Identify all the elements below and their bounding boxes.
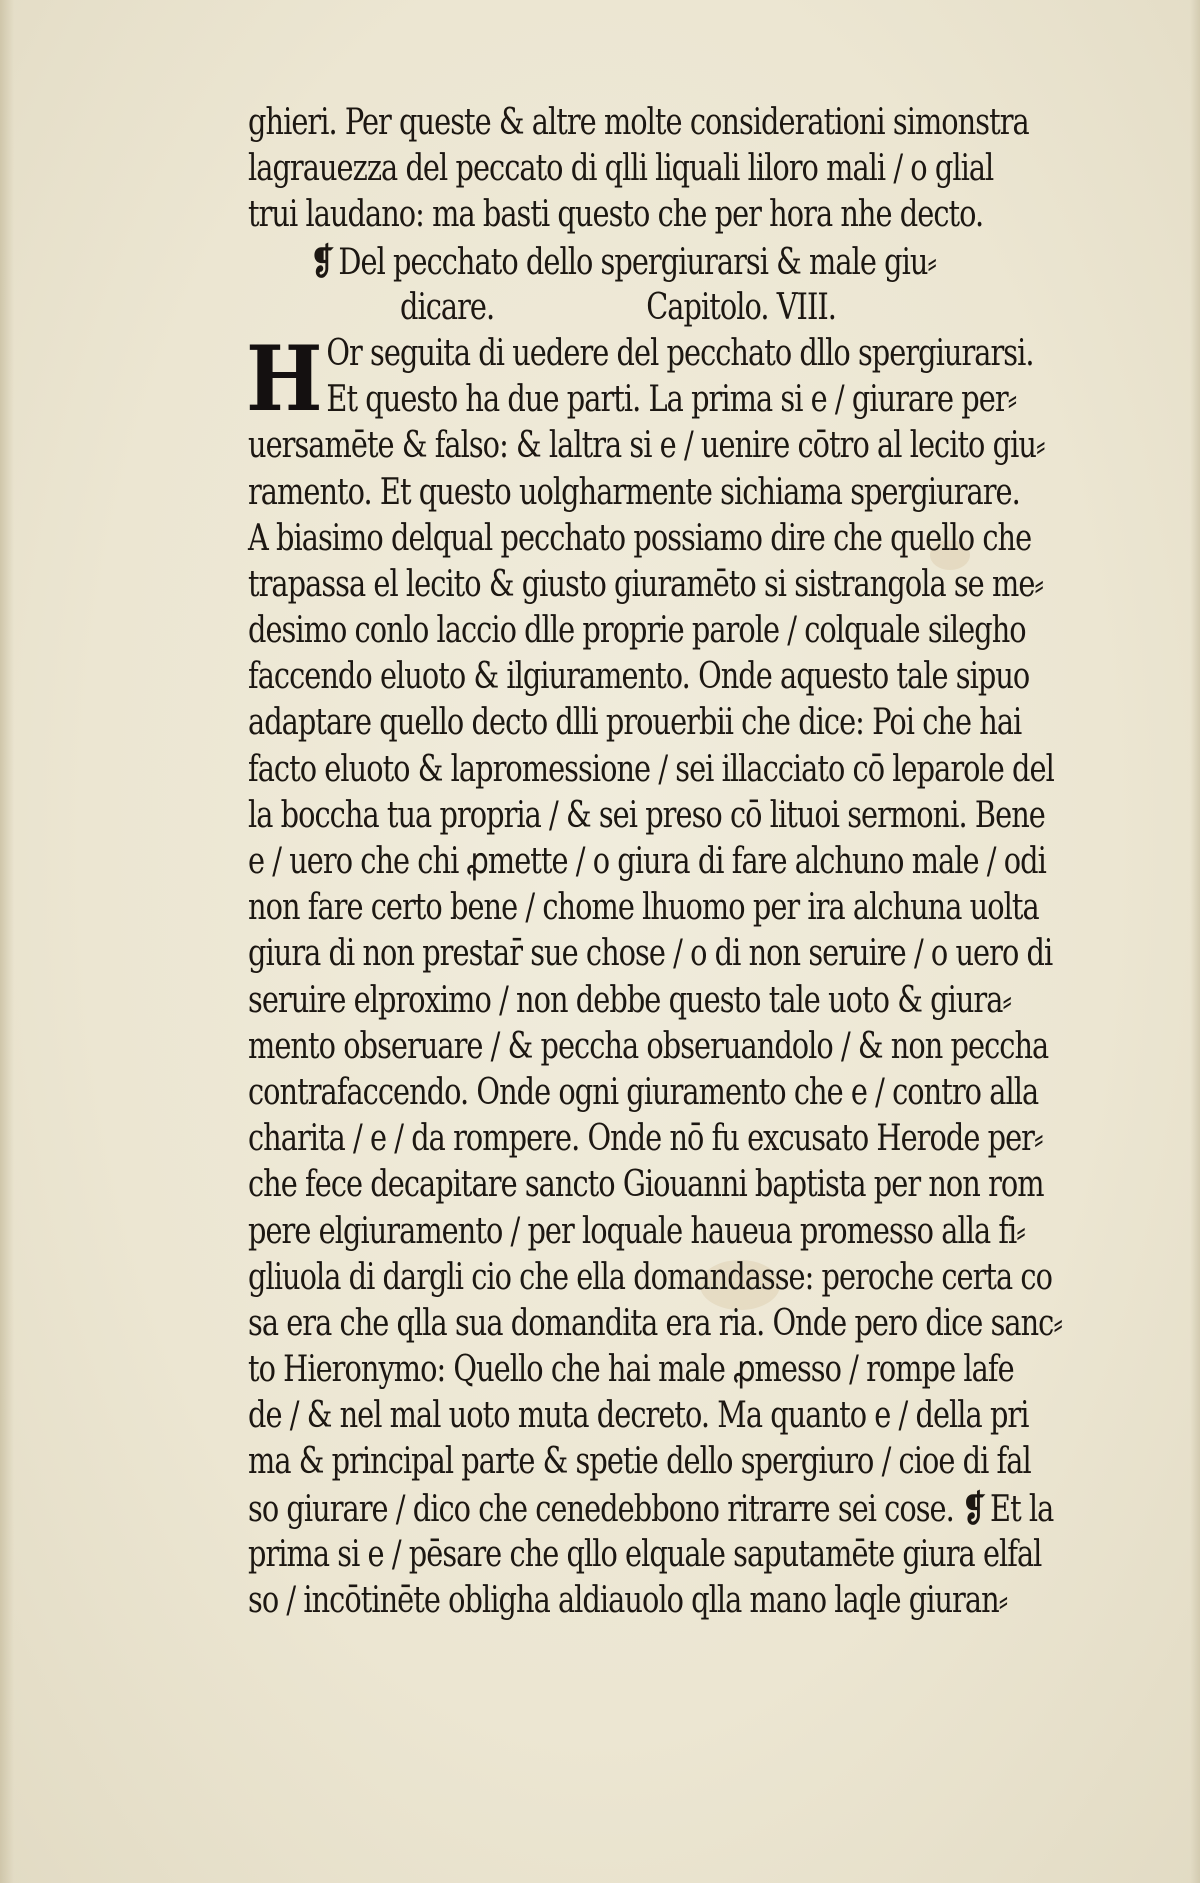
text-line-end: Et la bbox=[990, 1488, 1054, 1530]
page-left-edge bbox=[0, 0, 14, 1883]
drop-initial-letter: H bbox=[246, 325, 323, 432]
text-line: to Hieronymo: Quello che hai male ꝓmesso / rompe lafe bbox=[248, 1349, 1014, 1391]
text-line: non fare certo bene / chome lhuomo per ira alchuna uolta bbox=[248, 887, 1039, 929]
text-line: sa era che qlla sua domandita era ria. Onde pero dice sanc⸗ bbox=[248, 1302, 1062, 1344]
text-line: gliuola di dargli cio che ella domandasse: perochе certa co bbox=[248, 1256, 1052, 1298]
text-line: Or seguita di uedere del pecchato dllo spergiurarsi. bbox=[326, 332, 1034, 374]
text-line: trui laudano: ma basti questo che per hora nhe decto. bbox=[248, 194, 984, 236]
text-line: e / uero che chi ꝓmette / o giura di fare alchuno male / odi bbox=[248, 841, 1046, 882]
chapter-number: Capitolo. VIII. bbox=[646, 286, 837, 328]
text-line: A biasimo delqual pecchato possiamo dire che quello che bbox=[248, 517, 1032, 559]
text-line: ma & principal parte & spetie dello spergiuro / cioe di fal bbox=[248, 1441, 1031, 1483]
page-right-edge bbox=[1190, 0, 1200, 1883]
chapter-heading-text-end: dicare. bbox=[400, 286, 495, 328]
text-block bbox=[248, 100, 1118, 1624]
text-line: ramento. Et questo uolgharmente sichiama spergiurare. bbox=[248, 471, 1020, 513]
text-line: Et questo ha due parti. La prima si e / giurare per⸗ bbox=[326, 379, 1017, 421]
text-line: de / & nel mal uoto muta decreto. Ma quanto e / della pri bbox=[248, 1395, 1029, 1437]
text-line: desimo conlo laccio dlle proprie parole / colquale silegho bbox=[248, 610, 1026, 652]
text-line: mento obseruare / & peccha obseruandolo / & non peccha bbox=[248, 1025, 1049, 1067]
text-line: giura di non prestar̄ sue chose / o di non seruire / o uero di bbox=[248, 933, 1053, 975]
text-line: facto eluoto & lapromessione / sei illacciato cō leparole del bbox=[248, 748, 1054, 790]
chapter-heading-continued bbox=[248, 285, 1200, 331]
text-line-start: so giurare / dico che cenedebbono ritrarre sei cose. bbox=[248, 1488, 954, 1530]
text-line: che fece decapitare sancto Giouanni baptista per non rom bbox=[248, 1164, 1044, 1206]
text-line: adaptare quello decto dlli prouerbii che dice: Poi che hai bbox=[248, 702, 1022, 744]
text-line: seruire elproximo / non debbe questo tale uoto & giura⸗ bbox=[248, 979, 1012, 1021]
text-line: uersamēte & falso: & laltra si e / uenire cōtro al lecito giu⸗ bbox=[248, 425, 1045, 467]
text-line bbox=[248, 1486, 1116, 1532]
text-line: faccendo eluoto & ilgiuramento. Onde aquesto tale sipuo bbox=[248, 656, 1030, 698]
paragraph-mark-icon: ❡ bbox=[310, 240, 334, 283]
text-line: prima si e / pēsare che qllo elquale saputamēte giura elfal bbox=[248, 1533, 1042, 1575]
text-line: so / incōtinēte oblighа aldiauolo qlla mano laqle giuran⸗ bbox=[248, 1580, 1008, 1621]
text-line: contrafaccendo. Onde ogni giuramento che e / contro alla bbox=[248, 1071, 1039, 1113]
drop-initial-row bbox=[246, 325, 1118, 432]
chapter-heading bbox=[248, 239, 1178, 285]
text-line: trapassa el lecito & giusto giuramēto si sistrangola se me⸗ bbox=[248, 563, 1044, 605]
text-line: la boccha tua propria / & sei preso cō lituoi sermoni. Bene bbox=[248, 794, 1045, 836]
text-line: lagrauezza del peccato di qlli liquali liloro mali / o glial bbox=[248, 148, 994, 190]
chapter-heading-text: Del pecchato dello spergiurarsi & male giu⸗ bbox=[338, 241, 937, 283]
paragraph-mark-icon: ❡ bbox=[962, 1487, 986, 1530]
text-line: pere elgiuramento / per loquale haueua promesso alla fi⸗ bbox=[248, 1210, 1025, 1252]
text-line: ghieri. Per queste & altre molte considerationi simonstra bbox=[248, 102, 1029, 143]
text-line: charita / e / da rompere. Onde nō fu excusato Herode per⸗ bbox=[248, 1118, 1043, 1160]
